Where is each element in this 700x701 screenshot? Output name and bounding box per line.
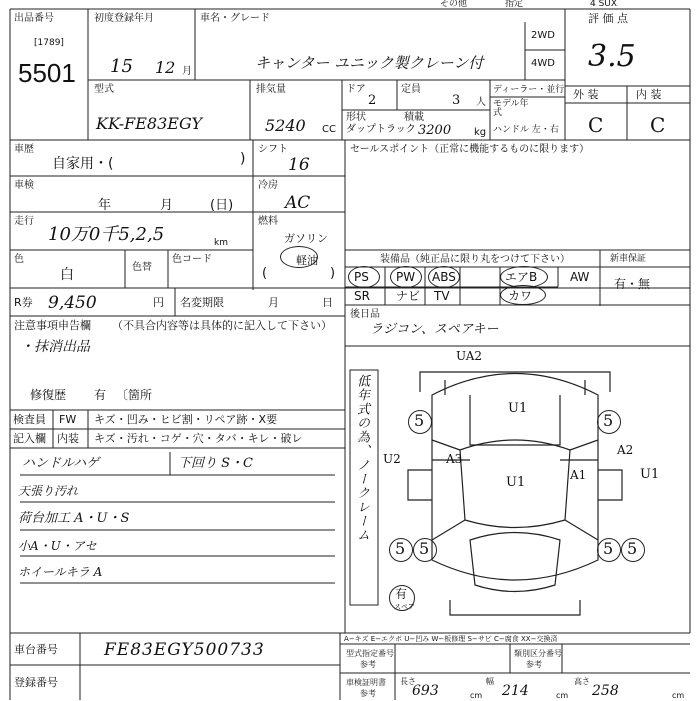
notes-instruction: （不具合内容等は具体的に記入して下さい） [112,319,332,332]
model-cert-label: 型式指定番号 [346,649,394,658]
mark-u1-right: U1 [640,467,660,482]
mark-u1-mid: U1 [506,475,526,490]
drive-4wd: 4WD [531,58,555,69]
fuel-label: 燃料 [258,216,278,227]
lot-sub: [1789] [34,38,64,48]
mark-a3: A3 [446,452,463,466]
handle-label: ハンドル 左・右 [493,125,559,135]
damage-legend: A−キズ E−エクボ U−凹み W−板修理 S−サビ C−腐食 XX−交換済 [344,635,558,643]
top-note-2: 指定 [505,0,524,9]
recycle-unit: 円 [153,296,164,309]
fuel-circle [280,246,318,268]
color-code-label: 色コード [172,254,212,265]
ac-value: AC [285,193,311,213]
model-label: 型式 [94,84,114,95]
aftermarket-label: 後日品 [350,309,380,320]
spare-label: 有 [395,587,408,601]
capacity-value: 3 [452,93,461,108]
fuel-value-1: ガソリン [284,232,328,245]
inspection-year: 年 [98,198,112,213]
chassis-value: FE83EGY500733 [104,640,265,660]
car-name: キャンター ユニック製クレーン付 [255,54,484,72]
comment-5: ホイールキラ A [18,565,103,579]
equip-navi: ナビ [396,289,421,303]
shape-value: ダップトラック [346,124,416,135]
class-sub: 参考 [526,660,542,669]
ext-value: C [588,113,604,137]
vertical-note: 低年式の為、ノークレーム [354,374,369,542]
fuel-paren-close: ) [330,266,336,281]
mark-ua2: UA2 [456,349,483,363]
car-name-label: 車名・グレード [200,13,270,24]
first-reg-unit: 月 [182,66,192,77]
comment-right: 下回り S・C [178,456,253,471]
name-change-month: 月 [268,296,279,309]
sales-point-label: セールスポイント（正常に機能するものに限ります） [350,144,590,155]
grade-value: 3.5 [588,39,636,74]
equip-ps: PS [354,270,369,284]
width-value: 214 [502,683,529,699]
load-unit: kg [474,127,487,138]
recycle-value: 9,450 [48,293,97,313]
repair-label: 修復歴 [30,388,67,402]
spare-sub: スペア [394,603,415,611]
class-label: 類別区分番号 [514,649,562,658]
comment-2: 天張り汚れ [18,484,79,498]
fuel-value-2: 軽油 [296,254,318,267]
length-value: 693 [412,683,439,699]
fw-items: キズ・凹み・ヒビ割・リペア跡・X要 [94,413,278,426]
mileage-value: 10万0千5,2,5 [48,224,165,245]
tire-rr2: 5 [627,539,638,558]
interior-label: 内装 [57,432,79,445]
model-cert-sub: 参考 [360,660,376,669]
inspection-month: 月 [160,198,174,213]
tire-fr: 5 [603,411,614,430]
height-unit: cm [672,691,685,700]
length-label: 長さ [400,677,416,686]
inspector-label: 検査員 [13,413,46,426]
recycle-label: R券 [14,296,33,309]
mileage-label: 走行 [14,216,34,227]
name-change-label: 名変期限 [180,296,224,309]
repair-location: 〔箇所 [116,388,153,402]
new-warranty-value: 有・無 [614,277,651,291]
first-reg-month: 12 [155,58,176,77]
mark-a2: A2 [617,443,634,457]
equip-leather: カワ [508,289,533,303]
top-note: その他 [440,0,468,9]
length-unit: cm [470,691,483,700]
ext-label: 外 装 [573,88,599,101]
lot-number: 5501 [18,58,76,88]
model-value: KK-FE83EGY [96,114,203,133]
notes-label: 注意事項申告欄 [14,319,91,332]
name-change-day: 日 [322,296,333,309]
notes-value: ・抹消出品 [20,339,90,355]
displacement-label: 排気量 [256,84,286,95]
tire-rl1: 5 [395,539,406,558]
color-value: 白 [60,267,74,283]
comment-4: 小A・U・アセ [18,539,97,553]
drive-2wd: 2WD [531,30,555,41]
shift-value: 16 [288,155,310,175]
equip-airbag: エアB [505,270,538,284]
repair-value: 有 [94,388,107,402]
int-value: C [650,113,666,137]
mark-u2: U2 [383,452,401,466]
reg-label: 登録番号 [14,676,58,689]
height-label: 高さ [574,677,590,686]
interior-items: キズ・汚れ・コゲ・穴・タバ・キレ・破レ [94,432,303,445]
top-note-3: 4 SUX [590,0,618,9]
capacity-unit: 人 [476,97,486,108]
aftermarket-value: ラジコン、スペアキー [370,322,499,337]
circle-ps [348,266,380,288]
tire-fl: 5 [414,411,425,430]
displacement-value: 5240 [265,116,306,135]
chassis-label: 車台番号 [14,643,58,656]
dims-label: 車検証明書 [346,678,386,687]
color-change-label: 色替 [132,262,152,273]
ac-label: 冷房 [258,180,278,191]
circle-pw [390,266,422,288]
dealer-label: ディーラー・並行 [493,85,565,95]
door-label: ドア [346,84,366,95]
equipment-label: 装備品（純正品に限り丸をつけて下さい） [380,254,570,265]
tire-rr1: 5 [603,539,614,558]
color-label: 色 [14,254,24,265]
load-label: 積載 [404,112,424,123]
history-close: ) [240,151,246,167]
shift-label: シフト [258,144,288,155]
width-unit: cm [556,691,569,700]
new-warranty-label: 新車保証 [610,254,647,264]
history-label: 車歴 [14,144,34,155]
equip-pw: PW [396,270,416,284]
door-value: 2 [368,93,377,108]
mark-u1-top: U1 [508,401,528,416]
equip-aw: AW [570,270,590,284]
equip-tv: TV [434,289,450,303]
equip-abs: ABS [432,270,456,284]
entry-label: 記入欄 [13,432,46,445]
lot-label: 出品番号 [14,13,54,24]
capacity-label: 定員 [401,84,421,95]
displacement-unit: CC [322,124,336,135]
mileage-unit: km [214,238,228,248]
tire-rl2: 5 [419,539,430,558]
comment-3: 荷台加工 A・U・S [18,511,130,526]
fuel-paren-open: ( [262,266,268,281]
circle-abs [428,266,460,288]
load-value: 3200 [418,123,452,138]
dims-sub: 参考 [360,689,376,698]
fw-label: FW [59,413,77,426]
height-value: 258 [592,683,619,699]
first-reg-label: 初度登録年月 [94,13,154,24]
first-reg-year: 15 [110,56,133,77]
model-year-label: モデル年式 [493,99,529,118]
inspection-day: (日) [210,198,234,213]
comment-1: ハンドルハゲ [22,456,100,471]
mark-a1: A1 [570,468,587,482]
inspection-label: 車検 [14,180,34,191]
int-label: 内 装 [636,88,662,101]
shape-label: 形状 [346,112,366,123]
grade-label: 評 価 点 [588,12,628,25]
equip-sr: SR [354,289,370,303]
history-value: 自家用・( [52,156,114,172]
width-label: 幅 [486,677,494,686]
circle-leather [500,285,546,305]
